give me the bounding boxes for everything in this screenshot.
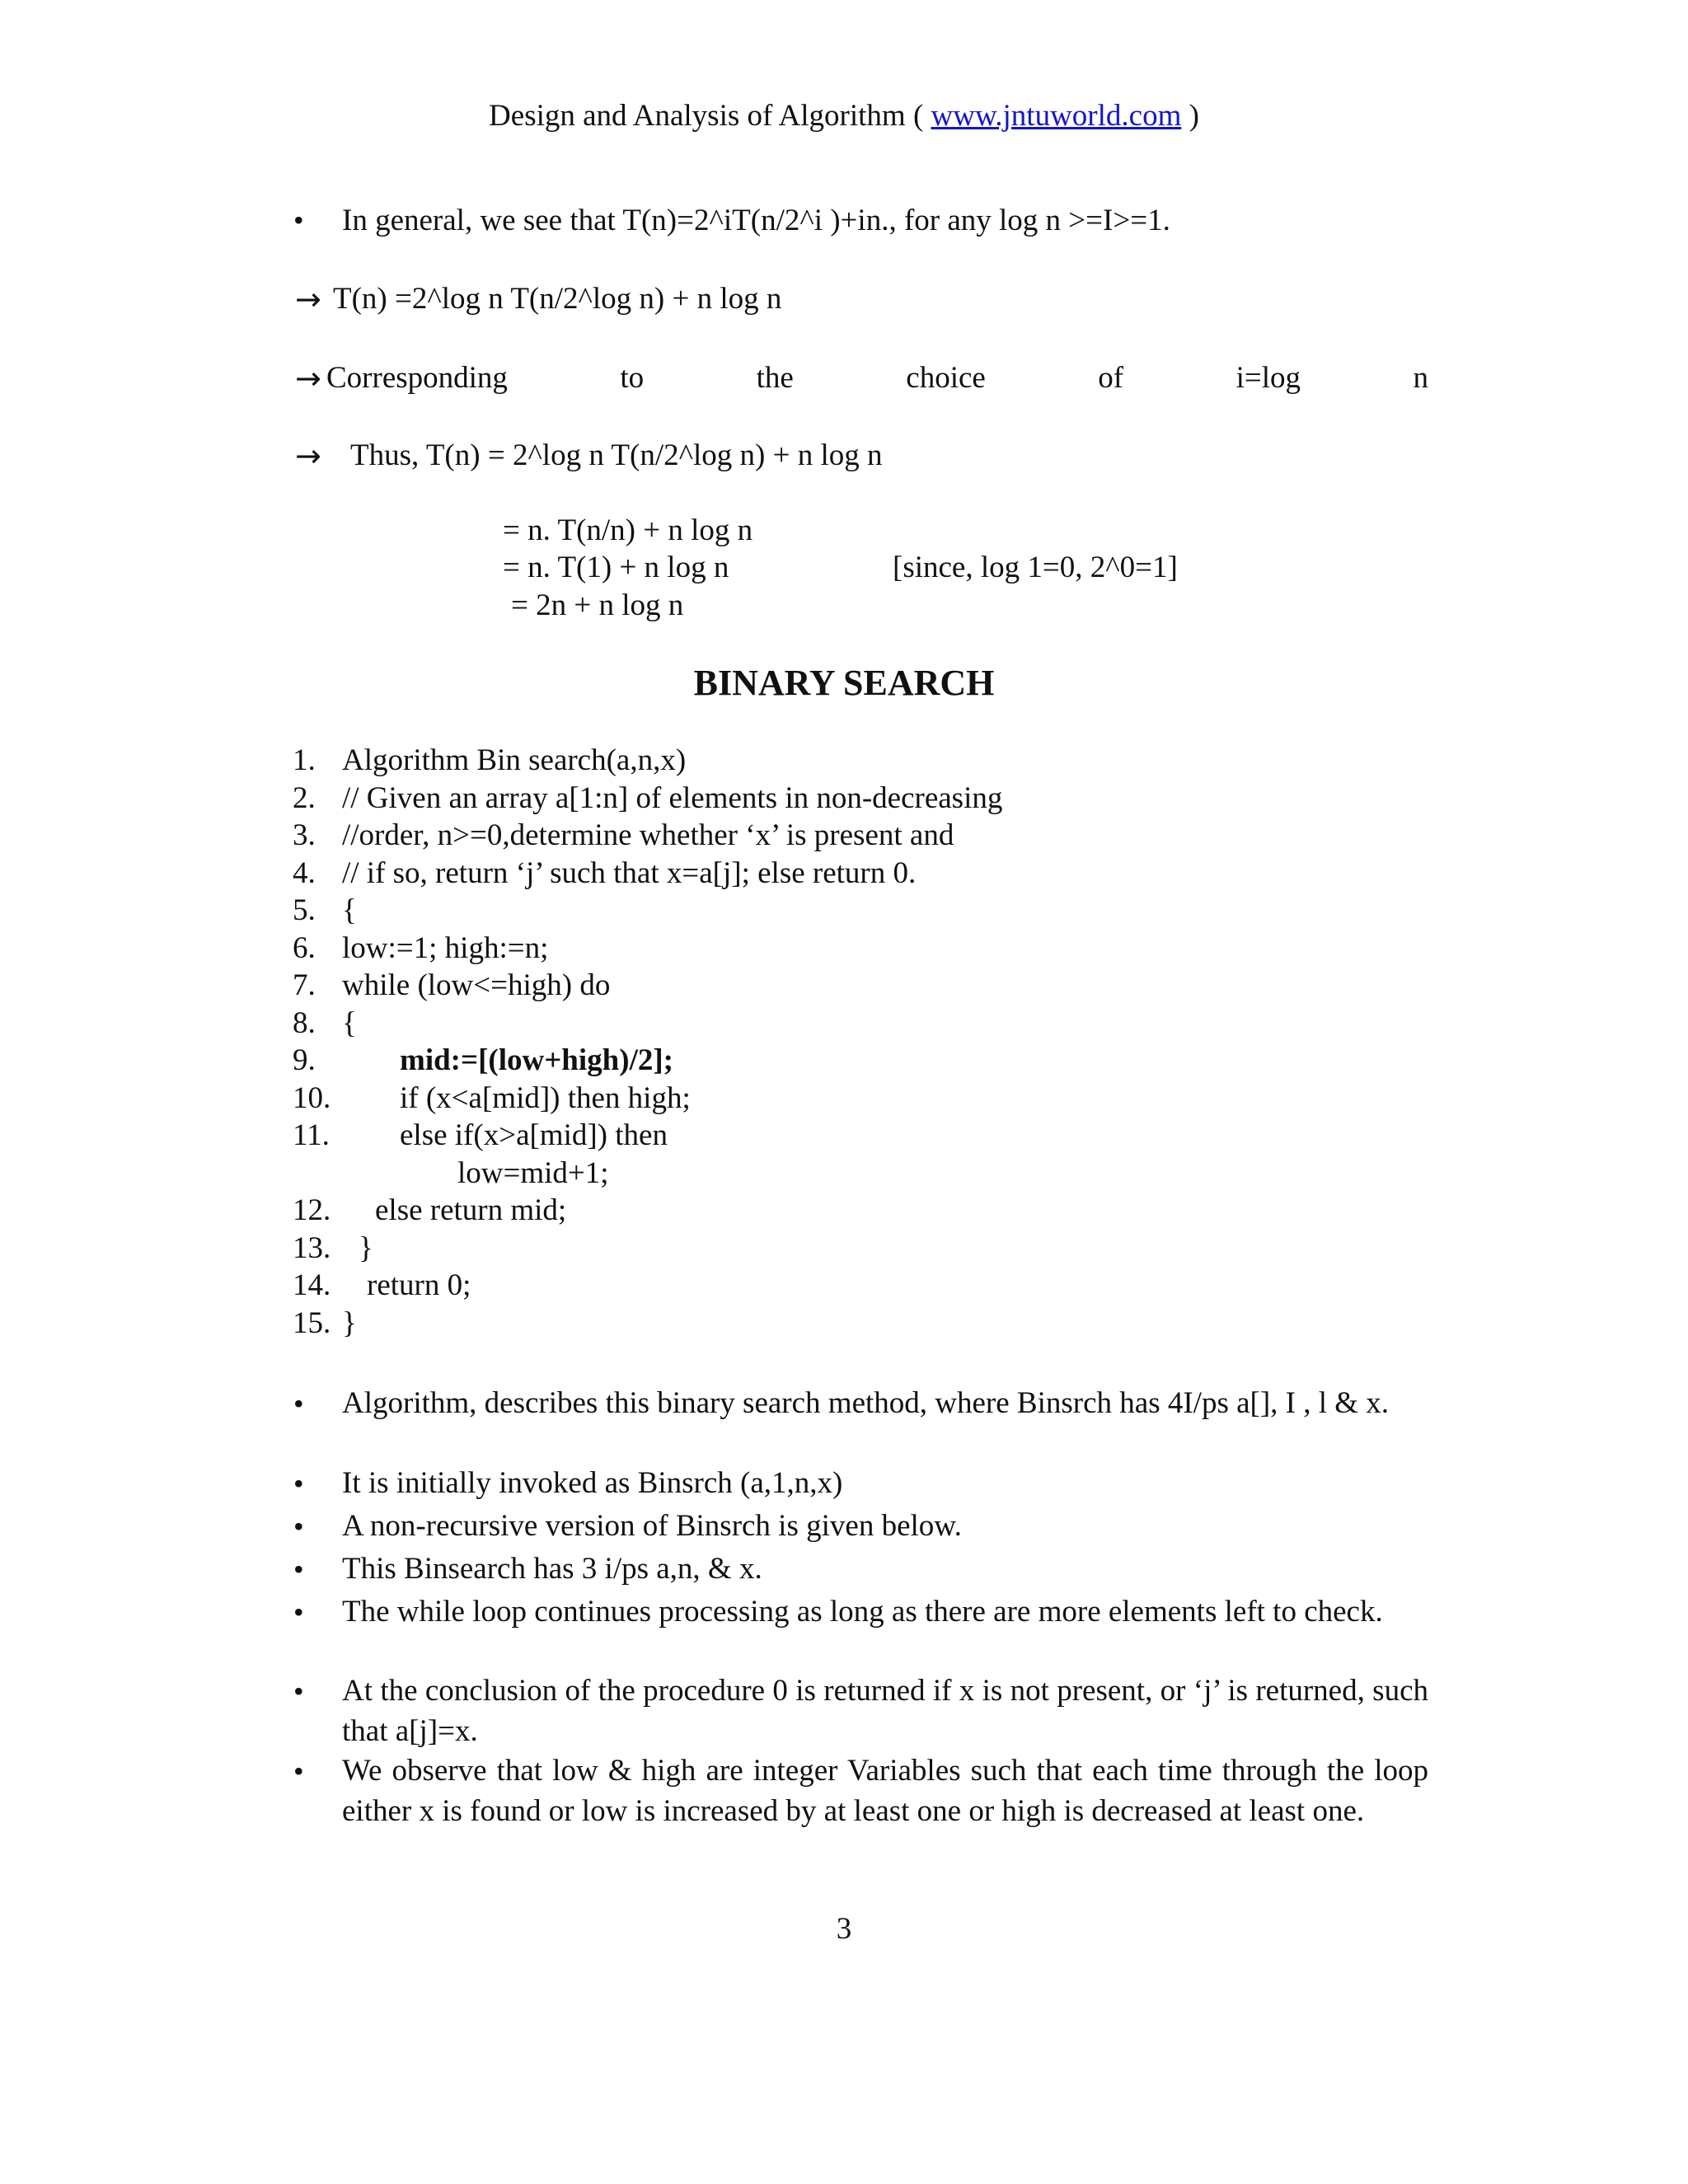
derivation-line-3: = 2n + n log n bbox=[511, 588, 684, 622]
word: choice bbox=[906, 361, 986, 395]
page-number: 3 bbox=[836, 1912, 852, 1946]
code-line: while (low<=high) do bbox=[342, 968, 611, 1002]
bullet-icon: • bbox=[293, 1755, 304, 1788]
section-title: BINARY SEARCH bbox=[693, 663, 995, 703]
code-line: // Given an array a[1:n] of elements in non-decreasing bbox=[342, 781, 1003, 815]
word: i=log bbox=[1236, 361, 1301, 395]
bullet-icon: • bbox=[293, 1510, 304, 1543]
list-item: The while loop continues processing as long as there are more elements left to check. bbox=[342, 1595, 1383, 1629]
code-line: return 0; bbox=[367, 1268, 471, 1302]
line-number: 5. bbox=[293, 893, 316, 927]
line-number: 6. bbox=[293, 931, 316, 965]
line-number: 1. bbox=[293, 743, 316, 777]
line-number: 11. bbox=[293, 1118, 330, 1152]
header-suffix: ) bbox=[1181, 99, 1199, 133]
code-line: Algorithm Bin search(a,n,x) bbox=[342, 743, 687, 777]
word: the bbox=[756, 361, 794, 395]
arrow-icon: → bbox=[295, 360, 321, 396]
bullet-icon: • bbox=[293, 1387, 304, 1420]
word: Corresponding bbox=[326, 361, 508, 395]
line-number: 4. bbox=[293, 856, 316, 890]
bullet-icon: • bbox=[293, 1553, 304, 1586]
arrow-icon: → bbox=[295, 281, 321, 317]
code-line: else return mid; bbox=[375, 1193, 567, 1227]
line-number: 15. bbox=[293, 1306, 331, 1340]
line-number: 8. bbox=[293, 1006, 316, 1040]
code-line: low=mid+1; bbox=[457, 1156, 609, 1190]
code-line: mid:=[(low+high)/2]; bbox=[400, 1043, 673, 1077]
line-number: 12. bbox=[293, 1193, 331, 1227]
line-number: 7. bbox=[293, 968, 316, 1002]
general-statement: In general, we see that T(n)=2^iT(n/2^i )+in., for any log n >=I>=1. bbox=[342, 204, 1170, 237]
list-item: We observe that low & high are integer Variables such that each time through the loop either x is found or low is increased by at least one or high is decreased at least one. bbox=[342, 1754, 1428, 1828]
line-number: 13. bbox=[293, 1231, 331, 1265]
header-prefix: Design and Analysis of Algorithm ( bbox=[489, 99, 931, 133]
line-number: 14. bbox=[293, 1268, 331, 1302]
code-line: } bbox=[359, 1231, 373, 1265]
code-line: // if so, return ‘j’ such that x=a[j]; else return 0. bbox=[342, 856, 917, 890]
page-header bbox=[0, 101, 1688, 131]
bullet-icon: • bbox=[293, 1467, 304, 1500]
code-line: //order, n>=0,determine whether ‘x’ is present and bbox=[342, 818, 954, 852]
code-line: { bbox=[342, 1006, 357, 1040]
header-link[interactable]: www.jntuworld.com bbox=[931, 99, 1182, 133]
line-number: 2. bbox=[293, 781, 316, 815]
code-line: low:=1; high:=n; bbox=[342, 931, 549, 965]
list-item: At the conclusion of the procedure 0 is returned if x is not present, or ‘j’ is returned, such that a[j]=x. bbox=[342, 1674, 1428, 1748]
code-line: if (x<a[mid]) then high; bbox=[400, 1081, 691, 1115]
bullet-icon: • bbox=[293, 204, 304, 237]
arrow-statement-3: Thus, T(n) = 2^log n T(n/2^log n) + n log n bbox=[350, 438, 883, 472]
arrow-icon: → bbox=[295, 438, 321, 474]
arrow-statement-1: T(n) =2^log n T(n/2^log n) + n log n bbox=[333, 282, 782, 316]
code-line: else if(x>a[mid]) then bbox=[400, 1118, 668, 1152]
bullet-icon: • bbox=[293, 1596, 304, 1629]
code-line: } bbox=[342, 1306, 357, 1340]
bullet-icon: • bbox=[293, 1675, 304, 1708]
derivation-note: [since, log 1=0, 2^0=1] bbox=[893, 551, 1178, 584]
list-item: Algorithm, describes this binary search method, where Binsrch has 4I/ps a[], I , l & x. bbox=[342, 1386, 1390, 1420]
word: n bbox=[1413, 361, 1428, 395]
list-item: This Binsearch has 3 i/ps a,n, & x. bbox=[342, 1552, 762, 1586]
word: to bbox=[620, 361, 645, 395]
list-item: It is initially invoked as Binsrch (a,1,n,x) bbox=[342, 1466, 843, 1500]
derivation-line-1: = n. T(n/n) + n log n bbox=[503, 513, 753, 547]
line-number: 10. bbox=[293, 1081, 331, 1115]
line-number: 3. bbox=[293, 818, 316, 852]
list-item: A non-recursive version of Binsrch is given below. bbox=[342, 1509, 962, 1543]
line-number: 9. bbox=[293, 1043, 316, 1077]
word: of bbox=[1098, 361, 1124, 395]
derivation-line-2: = n. T(1) + n log n bbox=[503, 551, 729, 584]
code-line: { bbox=[342, 893, 357, 927]
arrow-statement-2 bbox=[295, 360, 1428, 396]
